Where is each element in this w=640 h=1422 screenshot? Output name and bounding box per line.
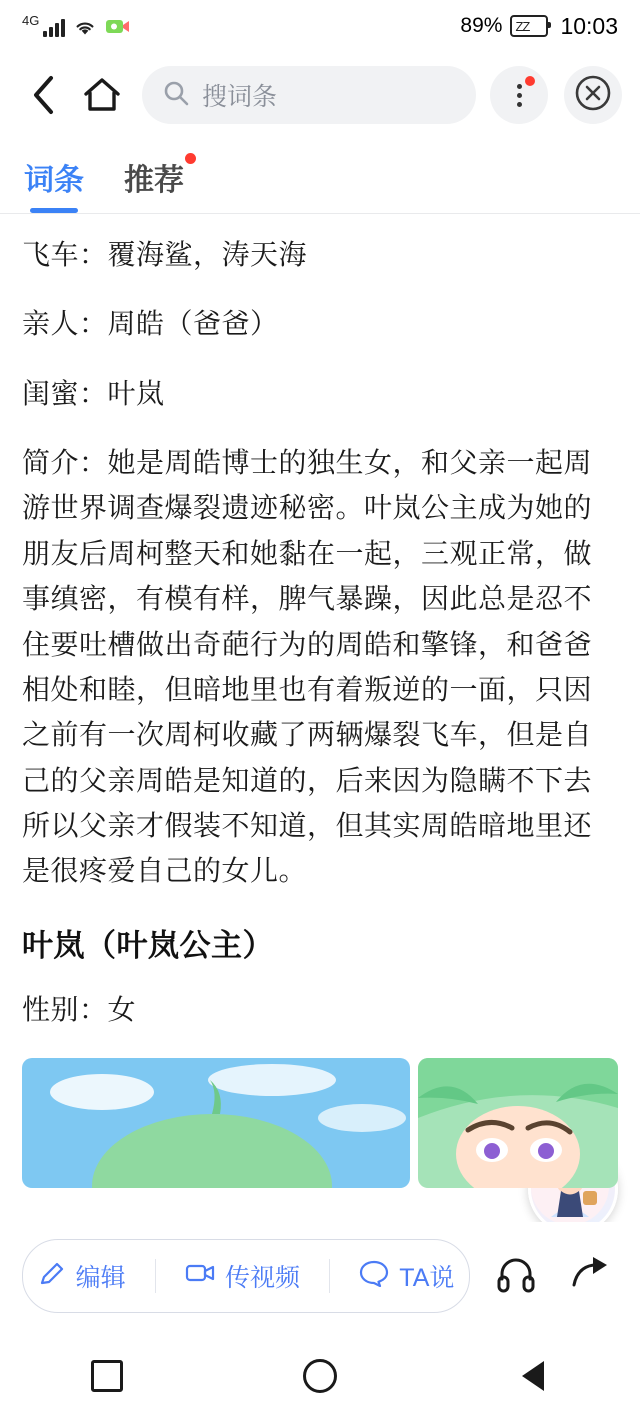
close-circle-icon <box>571 71 615 120</box>
tab-entry[interactable] <box>24 155 84 213</box>
article-line-gender: 性别：女 <box>22 993 137 1025</box>
status-left-group <box>22 15 131 37</box>
ta-talk-button-label: TA说 <box>399 1264 455 1292</box>
system-nav-bar <box>0 1330 640 1422</box>
chat-bubble-icon <box>359 1259 389 1294</box>
edit-button-label: 编辑 <box>75 1264 126 1292</box>
article-intro-paragraph: 简介：她是周皓博士的独生女，和父亲一起周游世界调查爆裂遗迹秘密。叶岚公主成为她的朋友后周柯整天和她黏在一起，三观正常，做事缜密，有模有样，脾气暴躁，因此总是忍不住要吐槽做出奇葩行为的周皓和擎锋，和爸爸相处和睦，但暗地里也有着叛逆的一面，只因之前有一次周柯收藏了两辆爆裂飞车，但是自己的父亲周皓是知道的，后来因为隐瞒不下去所以父亲才假装不知道，但其实周皓暗地里还是很疼爱自己的女儿。 <box>22 447 593 887</box>
recents-button[interactable] <box>81 1350 133 1402</box>
back-nav-button[interactable] <box>507 1350 559 1402</box>
article-body <box>0 214 640 1032</box>
gallery-image-2[interactable] <box>418 1058 618 1188</box>
bottom-action-bar <box>0 1222 640 1330</box>
circle-icon <box>303 1359 337 1393</box>
divider <box>155 1259 156 1293</box>
tab-entry-label: 词条 <box>24 164 84 197</box>
share-icon <box>569 1253 611 1300</box>
status-right-group <box>460 13 618 40</box>
status-bar <box>0 0 640 52</box>
divider <box>329 1259 330 1293</box>
kebab-menu-icon <box>517 84 522 107</box>
wifi-icon <box>73 17 97 37</box>
headphones-icon <box>495 1253 537 1300</box>
search-input[interactable] <box>142 66 476 124</box>
image-gallery <box>0 1058 640 1188</box>
article-line-relatives: 亲人：周皓（爸爸） <box>22 308 279 340</box>
edit-button[interactable] <box>38 1258 126 1294</box>
section-heading: 叶岚（叶岚公主） <box>22 927 274 963</box>
battery-percent-label: 89% <box>460 14 503 37</box>
search-placeholder: 搜词条 <box>202 83 278 111</box>
close-button[interactable] <box>564 66 622 124</box>
more-options-button[interactable] <box>490 66 548 124</box>
upload-video-button[interactable] <box>185 1258 300 1294</box>
home-button[interactable] <box>76 69 128 121</box>
article-line-vehicle: 飞车：覆海鲨，涛天海 <box>22 239 308 270</box>
tab-bar <box>0 138 640 214</box>
article-line-bestie: 闺蜜：叶岚 <box>22 377 165 409</box>
listen-button[interactable] <box>488 1248 544 1304</box>
battery-icon: ZZ <box>510 15 548 37</box>
triangle-back-icon <box>522 1361 544 1391</box>
upload-video-button-label: 传视频 <box>224 1264 300 1292</box>
camera-status-icon <box>105 15 131 37</box>
tab-recommend[interactable] <box>124 155 184 213</box>
network-type-label: 4G <box>22 13 40 28</box>
notification-dot <box>525 76 535 86</box>
square-icon <box>91 1360 123 1392</box>
signal-strength-icon <box>43 17 65 37</box>
top-bar <box>0 52 640 138</box>
ta-talk-button[interactable] <box>359 1258 454 1294</box>
tab-recommend-label: 推荐 <box>124 164 184 197</box>
pencil-icon <box>38 1259 66 1294</box>
back-button[interactable] <box>18 69 70 121</box>
search-icon <box>162 79 190 112</box>
home-nav-button[interactable] <box>294 1350 346 1402</box>
share-button[interactable] <box>562 1248 618 1304</box>
action-pill-group <box>22 1239 470 1313</box>
gallery-image-1[interactable] <box>22 1058 410 1188</box>
video-camera-icon <box>185 1261 215 1292</box>
tab-recommend-badge <box>185 153 196 164</box>
clock-label: 10:03 <box>560 12 618 39</box>
